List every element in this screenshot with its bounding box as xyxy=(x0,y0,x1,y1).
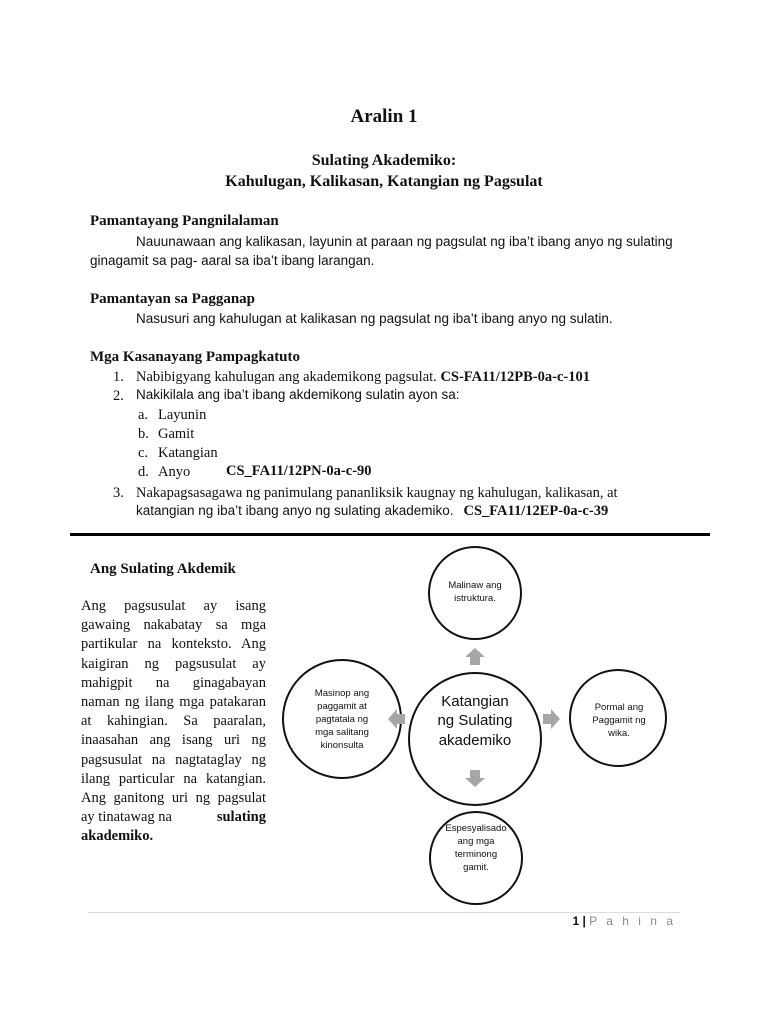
paragraph-line: gawaing nakabatay sa mga xyxy=(81,617,266,634)
section-heading: Ang Sulating Akdemik xyxy=(90,561,236,577)
paragraph-line-last xyxy=(81,808,266,827)
competency-2-number: 2. xyxy=(113,388,124,404)
center-text-3: akademiko xyxy=(438,732,512,749)
right-arrow-icon xyxy=(543,709,560,729)
sub-item-d-text: Anyo xyxy=(158,464,191,480)
paragraph-line: at kahingian. Sa paaralan, xyxy=(81,713,266,730)
competency-1-number: 1. xyxy=(113,369,124,385)
subtitle-line-1: Sulating Akademiko: xyxy=(311,152,457,169)
subtitle-line-2: Kahulugan, Kalikasan, Katangian ng Pagsulat xyxy=(225,173,543,190)
left-text-4: mga salitang xyxy=(315,727,369,738)
paragraph-bold-final: akademiko. xyxy=(81,828,154,845)
footer-separator: | xyxy=(582,914,586,928)
top-text-2: istruktura. xyxy=(454,593,496,604)
sub-item-c-letter: c. xyxy=(138,445,149,461)
page-footer xyxy=(520,914,676,928)
right-text-2: Paggamit ng xyxy=(592,715,646,726)
paragraph-line: inaasahan ang isang uri ng xyxy=(81,732,266,749)
sub-item-a-text: Layunin xyxy=(158,407,207,423)
bottom-text-4: gamit. xyxy=(463,862,489,873)
left-text-1: Masinop ang xyxy=(314,688,370,699)
section-divider xyxy=(70,533,710,536)
paragraph-bold-term: sulating xyxy=(216,809,266,826)
sub-item-b-letter: b. xyxy=(138,426,149,442)
sub-item-d-letter: d. xyxy=(138,464,149,480)
competency-3-line-2 xyxy=(136,502,608,520)
competency-1-text: Nabibigyang kahulugan ang akademikong pagsulat. xyxy=(136,369,437,385)
paragraph-line: ilang particular na katangian. xyxy=(81,770,266,787)
competency-3-code: CS_FA11/12EP-0a-c-39 xyxy=(463,503,609,519)
page-label: P a h i n a xyxy=(589,914,676,928)
competency-3-line-1: Nakapagsasagawa ng panimulang pananliksik kaugnay ng kahulugan, kalikasan, at xyxy=(136,485,618,501)
paragraph-line: mahigpit na ginagabayan xyxy=(81,674,266,691)
footer-divider xyxy=(88,912,680,913)
sub-item-c-text: Katangian xyxy=(158,445,218,461)
bottom-text-2: ang mga xyxy=(457,836,495,847)
competency-3-text: katangian ng iba’t ibang anyo ng sulating akademiko. xyxy=(136,503,454,518)
paragraph-line-plain: ay tinatawag na xyxy=(81,809,172,826)
competency-1-code: CS-FA11/12PB-0a-c-101 xyxy=(440,369,590,385)
lesson-title: Aralin 1 xyxy=(350,106,418,127)
center-text-2: ng Sulating xyxy=(437,712,513,729)
content-standard-line-2: ginagamit sa pag- aaral sa iba’t ibang larangan. xyxy=(90,253,375,268)
paragraph-line: Ang pagsusulat ay isang xyxy=(81,598,266,614)
left-text-5: kinonsulta xyxy=(320,740,364,751)
content-standard-heading: Pamantayang Pangnilalaman xyxy=(90,213,279,229)
right-text-1: Pormal ang xyxy=(594,702,644,713)
competency-2-text: Nakikilala ang iba’t ibang akdemikong sulatin ayon sa: xyxy=(136,387,460,402)
paragraph-line: partikular na konteksto. Ang xyxy=(81,636,266,653)
competency-2-code: CS_FA11/12PN-0a-c-90 xyxy=(226,463,372,479)
sub-item-b-text: Gamit xyxy=(158,426,195,442)
center-text-1: Katangian xyxy=(441,693,509,710)
sub-item-a-letter: a. xyxy=(138,407,149,423)
performance-standard-heading: Pamantayan sa Pagganap xyxy=(90,291,256,307)
paragraph-line: naman ng ilang mga patakaran xyxy=(81,694,266,711)
bottom-text-3: terminong xyxy=(454,849,498,860)
section-paragraph xyxy=(81,597,266,847)
performance-standard-text: Nasusuri ang kahulugan at kalikasan ng pagsulat ng iba’t ibang anyo ng sulatin. xyxy=(136,311,613,326)
paragraph-line: Ang ganitong uri ng pagsulat xyxy=(81,790,266,807)
left-text-2: paggamit at xyxy=(317,701,367,712)
left-text-3: pagtatala ng xyxy=(315,714,369,725)
bottom-text-1: Espesyalisado xyxy=(445,823,507,834)
paragraph-line: kaigiran ng pagsusulat ay xyxy=(81,655,266,672)
right-text-3: wika. xyxy=(608,728,630,739)
top-text-1: Malinaw ang xyxy=(448,580,502,591)
up-arrow-icon xyxy=(465,648,485,665)
competency-3-number: 3. xyxy=(113,485,124,501)
competencies-heading: Mga Kasanayang Pampagkatuto xyxy=(90,349,301,365)
content-standard-line-1: Nauunawaan ang kalikasan, layunin at paraan ng pagsulat ng iba’t ibang anyo ng sulating xyxy=(136,234,673,249)
page-number: 1 xyxy=(572,914,580,928)
competency-1 xyxy=(136,368,590,387)
paragraph-line: pagsusulat na nagtataglay ng xyxy=(81,751,266,768)
characteristics-diagram xyxy=(270,538,690,908)
